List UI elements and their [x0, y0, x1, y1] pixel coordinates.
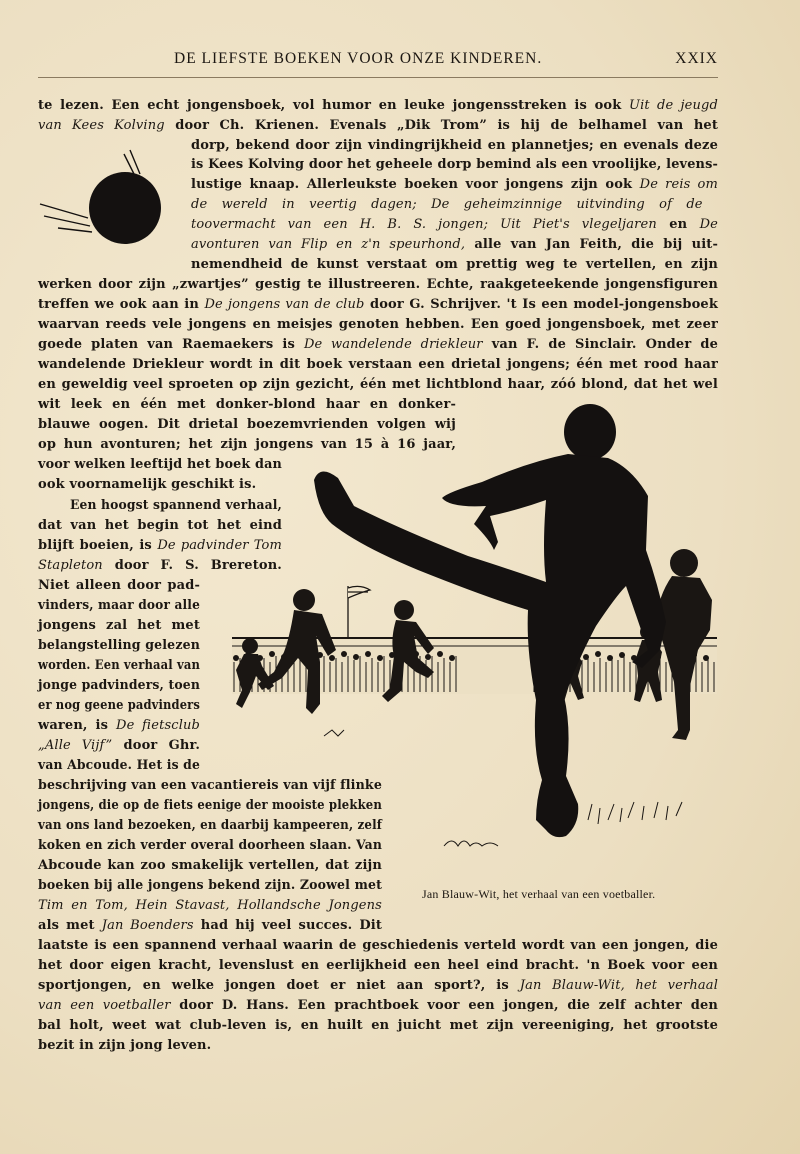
text-line: [38, 936, 718, 955]
text-run: sportjongen, en welke jongen doet er niet aan sport?, is: [38, 978, 520, 993]
running-header: [38, 50, 718, 72]
text-run: lustige knaap. Allerleukste boeken voor jongens zijn ook: [191, 177, 640, 192]
text-line: [191, 215, 718, 234]
text-run: dorp, bekend door zijn vindingrijkheid en plannetjes; en evenals deze: [191, 138, 718, 153]
text-run: op hun avonturen; het zijn jongens van 15 à 16 jaar,: [38, 437, 456, 452]
text-run: belangstelling gelezen: [38, 638, 200, 653]
italic-title: van Kees Kolving: [38, 118, 165, 133]
text-line: [191, 255, 718, 274]
text-line: [38, 676, 200, 695]
text-line: [38, 836, 382, 855]
italic-title: van een voetballer: [38, 998, 171, 1013]
text-run: te lezen. Een echt jongensboek, vol humor en leuke jongensstreken is ook: [38, 98, 629, 113]
text-run: worden. Een verhaal van: [38, 658, 200, 673]
text-line: [38, 736, 200, 755]
text-run: door D. Hans. Een prachtboek voor een jongen, die zelf achter den: [170, 998, 718, 1013]
text-line: [191, 175, 718, 194]
text-run: waren, is: [38, 718, 117, 733]
italic-title: De wandelende driekleur: [303, 337, 483, 352]
text-run: van Abcoude. Het is de: [38, 758, 200, 773]
text-line: [38, 355, 718, 374]
text-line: [38, 516, 282, 535]
text-line: [38, 656, 200, 675]
text-line: [38, 896, 382, 915]
text-run: van F. de Sinclair. Onder de: [482, 337, 719, 352]
italic-title: De reis om: [639, 177, 718, 192]
italic-title: De fietsclub: [116, 718, 200, 733]
text-run: waarvan reeds vele jongens en meisjes genoten hebben. Een goed jongensboek, met zeer: [38, 317, 718, 332]
illustration-caption: Jan Blauw-Wit, het verhaal van een voetballer.: [422, 887, 656, 901]
text-line: [70, 496, 282, 515]
text-run: boeken bij alle jongens bekend zijn. Zoowel met: [38, 878, 382, 893]
italic-title: „Alle Vijf”: [38, 738, 113, 753]
text-run: jonge padvinders, toen: [38, 678, 200, 693]
text-line: [191, 136, 718, 155]
text-line: [38, 956, 718, 975]
text-run: werken door zijn „zwartjes” gestig te illustreeren. Echte, raakgeteekende jongensfiguren: [38, 277, 718, 292]
text-run: door Ghr.: [112, 738, 200, 753]
text-run: er nog geene padvinders: [38, 698, 200, 713]
text-line: [38, 596, 200, 615]
text-run: vinders, maar door alle: [38, 598, 200, 613]
text-run: dat van het begin tot het eind: [38, 518, 282, 533]
text-line: [38, 996, 718, 1015]
text-line: [38, 796, 382, 815]
text-run: bezit in zijn jong leven.: [38, 1038, 212, 1053]
italic-title: Jan Blauw-Wit, het verhaal: [519, 978, 719, 993]
italic-title: de wereld in veertig dagen; De geheimzinnige uitvinding of de: [191, 197, 703, 212]
text-run: als met: [38, 918, 102, 933]
text-run: het door eigen kracht, levenslust en eerlijkheid een heel eind bracht. 'n Boek voor een: [38, 958, 718, 973]
text-run: blauwe oogen. Dit drietal boezemvrienden volgen wij: [38, 417, 456, 432]
italic-title: toovermacht van een H. B. S. jongen; Uit Piet's vlegeljaren: [191, 217, 657, 232]
text-run: door Ch. Krienen. Evenals „Dik Trom” is hij de belhamel van het: [164, 118, 718, 133]
text-line: [38, 435, 456, 454]
text-run: blijft boeien, is: [38, 538, 158, 553]
text-run: treffen we ook aan in: [38, 297, 205, 312]
italic-title: Tim en Tom, Hein Stavast, Hollandsche Jongens: [38, 898, 382, 913]
text-run: door G. Schrijver. 't Is een model-jongensboek: [364, 297, 718, 312]
italic-title: avonturen van Flip en z'n speurhond,: [191, 237, 466, 252]
text-line: [38, 696, 200, 715]
text-run: alle van Jan Feith, die bij uit-: [465, 237, 718, 252]
text-run: wandelende Driekleur wordt in dit boek verstaan een drietal jongens; één met rood haar: [38, 357, 718, 372]
text-line: [38, 756, 200, 775]
text-run: jongens zal het met: [38, 618, 200, 633]
italic-title: Jan Boenders: [101, 918, 194, 933]
text-line: [38, 1036, 211, 1055]
text-line: [38, 916, 382, 935]
text-run: en: [656, 217, 700, 232]
text-run: bal holt, weet wat club-leven is, en huilt en juicht met zijn vereeniging, het grootste: [38, 1018, 718, 1033]
text-line: [38, 776, 382, 795]
italic-title: De padvinder Tom: [157, 538, 282, 553]
text-line: [38, 556, 282, 575]
text-line: [191, 235, 718, 254]
text-run: nemendheid de kunst verstaat om prettig weg te vertellen, en zijn: [191, 257, 718, 272]
text-run: en geweldig veel sproeten op zijn gezicht, één met lichtblond haar, zóó blond, dat het wel: [38, 377, 718, 392]
ball-illustration: [36, 148, 166, 248]
text-line: [38, 876, 382, 895]
running-title: DE LIEFSTE BOEKEN VOOR ONZE KINDEREN.: [174, 50, 543, 67]
text-run: goede platen van Raemaekers is: [38, 337, 304, 352]
italic-title: Stapleton: [38, 558, 103, 573]
text-run: beschrijving van een vacantiereis van vijf flinke: [38, 778, 382, 793]
italic-title: De jongens van de club: [204, 297, 365, 312]
italic-title: De: [699, 217, 718, 232]
text-line: [38, 116, 718, 135]
text-line: [38, 636, 200, 655]
text-line: [38, 335, 718, 354]
text-line: [38, 576, 200, 595]
text-line: [38, 475, 256, 494]
text-line: [38, 856, 382, 875]
text-line: [38, 716, 200, 735]
text-run: Abcoude kan zoo smakelijk vertellen, dat zijn: [38, 858, 382, 873]
text-run: Niet alleen door pad-: [38, 578, 200, 593]
header-rule: [38, 77, 718, 78]
text-line: [38, 275, 718, 294]
text-run: voor welken leeftijd het boek dan: [38, 457, 282, 472]
text-line: [38, 395, 456, 414]
text-run: Een hoogst spannend verhaal,: [70, 498, 282, 513]
text-run: koken en zich verder overal doorheen slaan. Van: [38, 838, 382, 853]
text-run: laatste is een spannend verhaal waarin de geschiedenis verteld wordt van een jongen, die: [38, 938, 718, 953]
text-line: [38, 295, 718, 314]
italic-title: Uit de jeugd: [628, 98, 718, 113]
text-line: [38, 536, 282, 555]
text-line: [38, 816, 382, 835]
text-line: [38, 375, 718, 394]
text-line: [38, 455, 282, 474]
text-run: is Kees Kolving door het geheele dorp bemind als een vroolijke, levens-: [191, 157, 718, 172]
text-line: [38, 616, 200, 635]
text-line: [38, 1016, 718, 1035]
text-run: ook voornamelijk geschikt is.: [38, 477, 257, 492]
text-run: jongens, die op de fiets eenige der mooiste plekken: [38, 798, 382, 813]
text-line: [38, 315, 718, 334]
text-run: had hij veel succes. Dit: [193, 918, 382, 933]
text-line: [38, 976, 718, 995]
page-number: XXIX: [675, 50, 718, 67]
text-line: [38, 96, 718, 115]
text-run: van ons land bezoeken, en daarbij kampeeren, zelf: [38, 818, 382, 833]
text-line: [191, 155, 718, 174]
text-line: [191, 195, 703, 214]
text-run: wit leek en één met donker-blond haar en donker-: [38, 397, 456, 412]
text-run: door F. S. Brereton.: [102, 558, 282, 573]
text-line: [38, 415, 456, 434]
